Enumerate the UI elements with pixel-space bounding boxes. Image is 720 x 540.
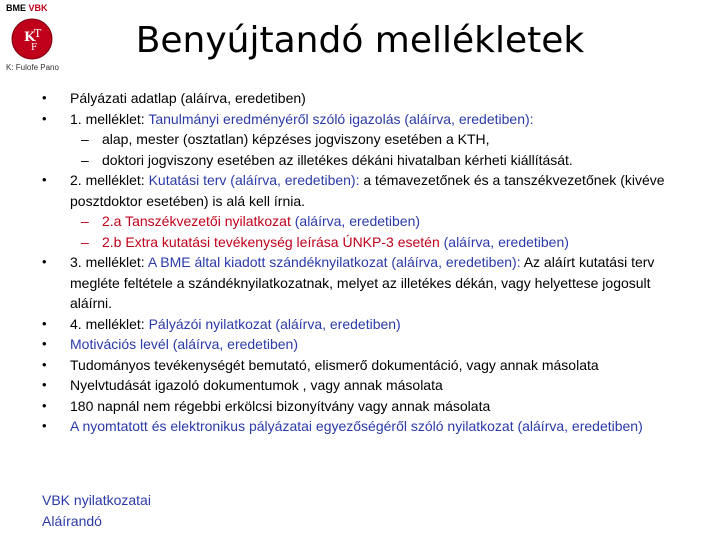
svg-text:K: K <box>24 30 36 45</box>
bullet-icon: • <box>42 315 47 331</box>
page-title: Benyújtandó mellékletek <box>135 20 585 61</box>
logo-caption: K: Fulofe Pano <box>6 63 59 72</box>
footer-line-vbk: VBK nyilatkozatai <box>42 492 151 508</box>
list-item: • 4. melléklet: Pályázói nyilatkozat (aláírva, eredetiben) <box>0 314 720 335</box>
list-item: • 3. melléklet: A BME által kiadott szándéknyilatkozat (aláírva, eredetiben): Az aláírt kutatási terv megléte feltétele a szándéknyilatkozatnak, melyet az illetékes dékán, vagy helyettese jogosult aláírni. <box>42 254 655 311</box>
bullet-icon: • <box>42 110 47 126</box>
logo-vbk: VBK <box>28 3 48 13</box>
bullet-icon: • <box>42 90 47 105</box>
logo-bme: BME <box>6 3 26 13</box>
dash-icon: – <box>81 233 89 250</box>
sub-item: – doktori jogviszony esetében az illetékes dékáni hivatalban kérheti kiállítását. <box>0 150 720 171</box>
list-item: • 180 napnál nem régebbi erkölcsi bizonyítvány vagy annak másolata <box>0 396 720 417</box>
sub-item: – 2.b Extra kutatási tevékenység leírása ÚNKP-3 esetén (aláírva, eredetiben) <box>0 232 720 253</box>
list-item: • Pályázati adatlap (aláírva, eredetiben) <box>0 88 720 109</box>
bullet-icon: • <box>42 172 47 187</box>
bullet-icon: • <box>42 356 47 372</box>
dash-icon: – <box>81 151 89 168</box>
bullet-icon: • <box>42 254 47 269</box>
bullet-icon: • <box>42 418 47 433</box>
sub-item: – 2.a Tanszékvezetői nyilatkozat (aláírva, eredetiben) <box>0 211 720 232</box>
list-item: • A nyomtatott és elektronikus pályázatai egyezőségéről szóló nyilatkozat (aláírva, eredetiben) <box>0 416 720 437</box>
footer-line-sign: Aláírandó <box>42 512 102 529</box>
dash-icon: – <box>81 131 89 147</box>
svg-text:T: T <box>34 27 42 40</box>
list-item: • Nyelvtudását igazoló dokumentumok , vagy annak másolata <box>0 375 720 396</box>
sub-item: – alap, mester (osztatlan) képzéses jogviszony esetében a KTH, <box>0 129 720 150</box>
attachments-list <box>0 88 720 437</box>
list-item: • 1. melléklet: Tanulmányi eredményéről szóló igazolás (aláírva, eredetiben): <box>0 109 720 130</box>
svg-text:F: F <box>31 43 38 53</box>
bullet-icon: • <box>42 336 47 351</box>
bullet-icon: • <box>42 377 47 392</box>
list-item: • Tudományos tevékenységét bemutató, elismerő dokumentáció, vagy annak másolata <box>0 355 720 376</box>
logo-text <box>6 3 66 13</box>
footer-notes <box>42 490 151 531</box>
bullet-icon: • <box>42 397 47 413</box>
dash-icon: – <box>81 213 89 229</box>
list-item: • 2. melléklet: Kutatási terv (aláírva, eredetiben): a témavezetőnek és a tanszékvezetőnek (kivéve posztdoktor esetében) is alá kell írnia. <box>42 172 665 209</box>
list-item: • Motivációs levél (aláírva, eredetiben) <box>0 334 720 355</box>
